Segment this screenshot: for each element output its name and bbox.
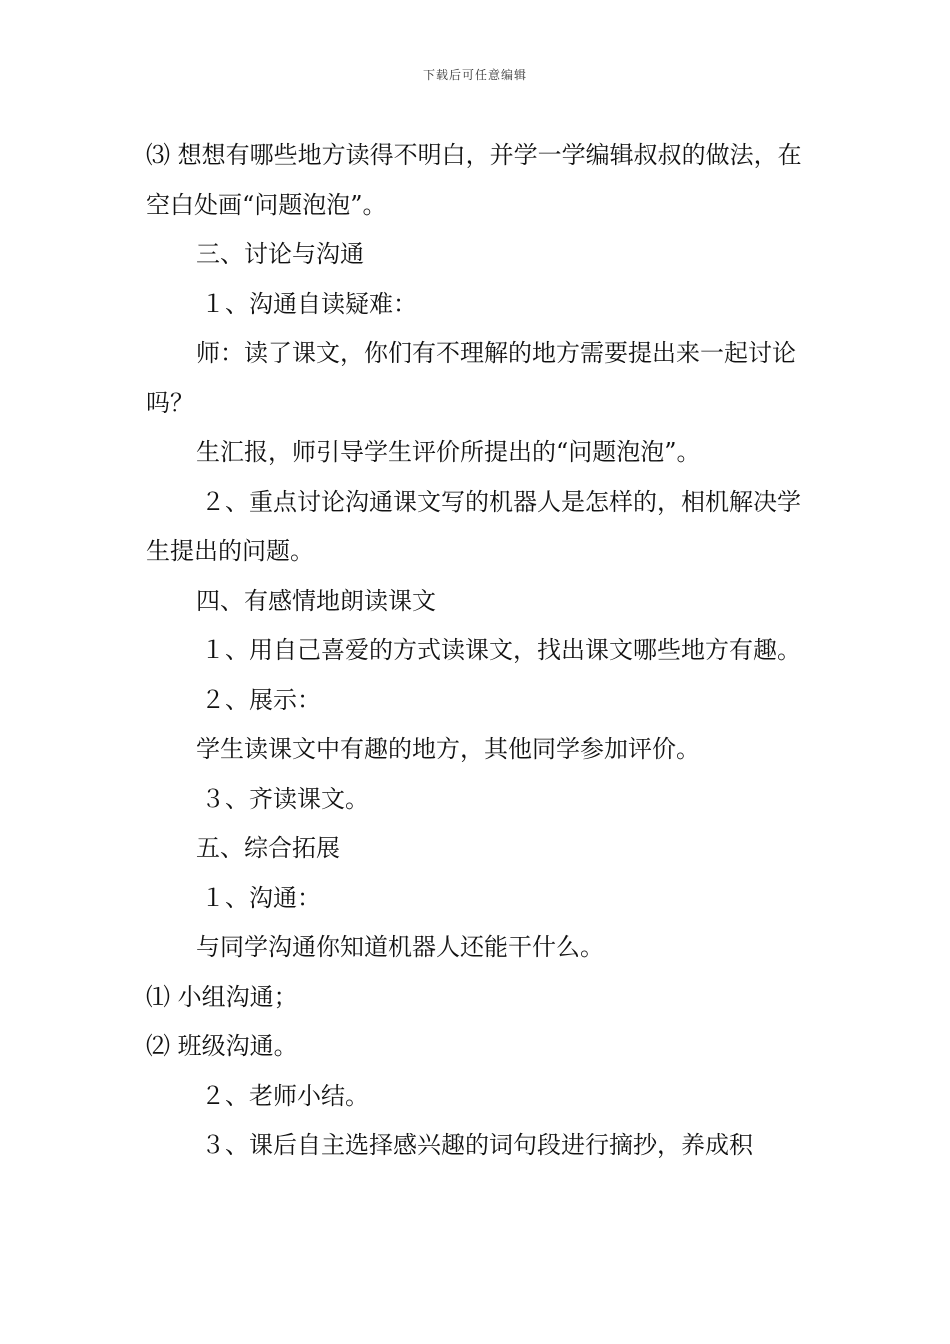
section-heading: 四、有感情地朗读课文 (196, 586, 436, 615)
paragraph: ⑶ 想想有哪些地方读得不明白，并学一学编辑叔叔的做法，在空白处画“问题泡泡”。 (146, 141, 802, 219)
sub-list-item: ⑴ 小组沟通； (146, 982, 298, 1011)
list-item: ３、齐读课文。 (201, 784, 369, 813)
paragraph: 与同学沟通你知道机器人还能干什么。 (196, 933, 604, 961)
page-header: 下载后可任意编辑 (422, 68, 527, 82)
list-item: １、沟通： (201, 883, 321, 912)
document-body (146, 131, 811, 1171)
list-item: １、沟通自读疑难： (201, 289, 417, 318)
list-item: ２、展示： (201, 685, 321, 714)
list-item: ２、重点讨论沟通课文写的机器人是怎样的，相机解决学生提出的问题。 (146, 487, 801, 565)
list-item: ２、老师小结。 (201, 1081, 369, 1110)
list-item: ３、课后自主选择感兴趣的词句段进行摘抄，养成积 (201, 1131, 753, 1159)
list-item: １、用自己喜爱的方式读课文，找出课文哪些地方有趣。 (201, 636, 801, 664)
section-heading: 五、综合拓展 (196, 834, 340, 862)
paragraph: 师：读了课文，你们有不理解的地方需要提出来一起讨论吗？ (146, 339, 796, 417)
sub-list-item: ⑵ 班级沟通。 (146, 1032, 298, 1060)
paragraph: 生汇报，师引导学生评价所提出的“问题泡泡”。 (196, 438, 701, 466)
paragraph: 学生读课文中有趣的地方，其他同学参加评价。 (196, 735, 700, 763)
section-heading: 三、讨论与沟通 (196, 240, 364, 268)
